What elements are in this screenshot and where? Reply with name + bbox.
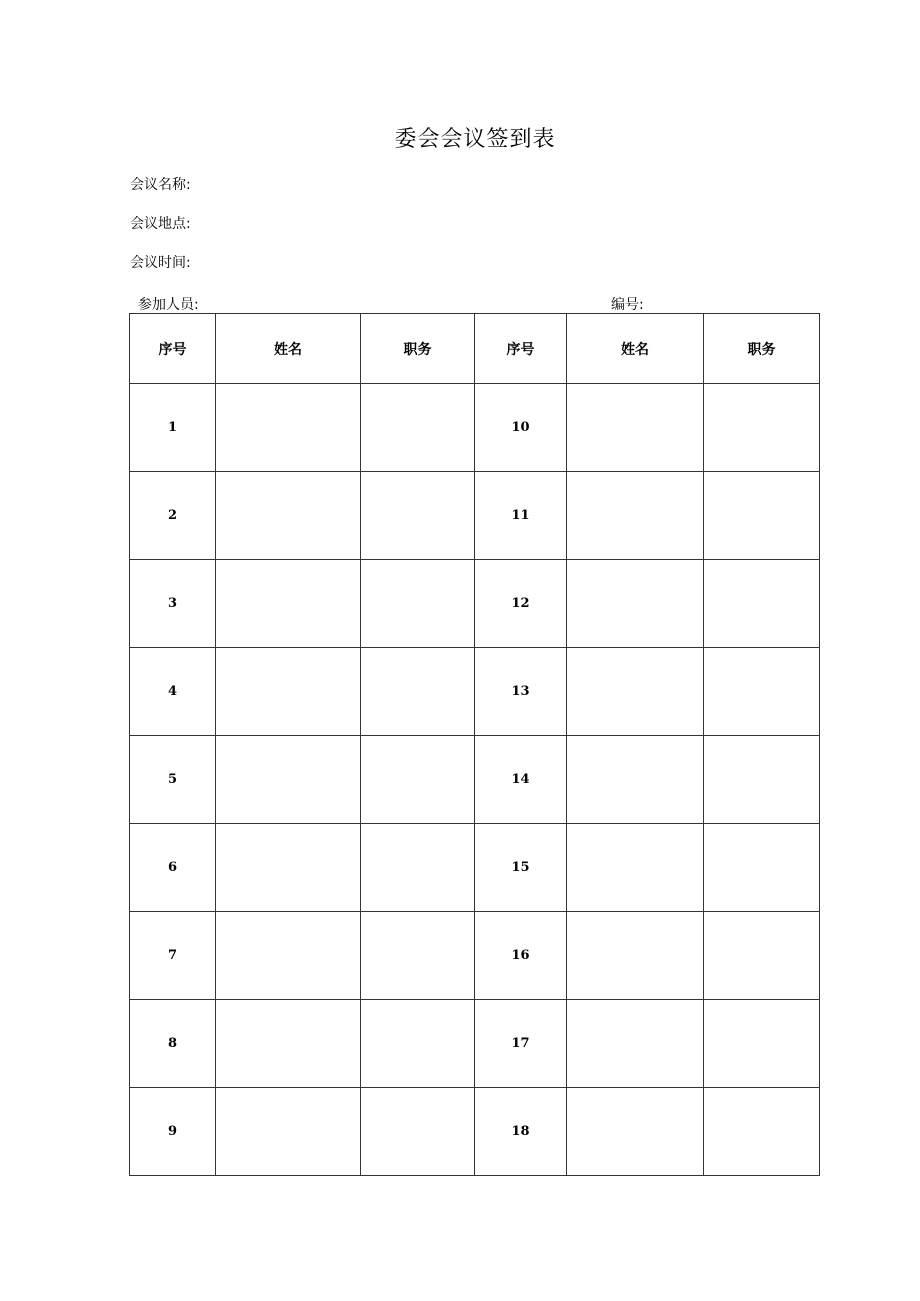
header-name-right: 姓名 [567,314,704,384]
name-cell[interactable] [567,472,704,560]
header-position-left: 职务 [361,314,475,384]
seq-cell: 17 [475,1000,567,1088]
name-cell[interactable] [567,1000,704,1088]
position-cell[interactable] [361,1000,475,1088]
name-cell[interactable] [567,560,704,648]
seq-cell: 18 [475,1088,567,1176]
table-header-row [130,314,820,384]
seq-cell: 8 [130,1000,216,1088]
table-row [130,736,820,824]
position-cell[interactable] [361,736,475,824]
page-title: 委会会议签到表 [394,127,556,152]
seq-cell: 4 [130,648,216,736]
table-row [130,1000,820,1088]
header-name-left: 姓名 [216,314,361,384]
seq-cell: 7 [130,912,216,1000]
table-row [130,384,820,472]
position-cell[interactable] [704,1088,820,1176]
table-row [130,472,820,560]
number-label: 编号: [611,297,644,313]
position-cell[interactable] [704,736,820,824]
header-seq-left: 序号 [130,314,216,384]
seq-cell: 11 [475,472,567,560]
position-cell[interactable] [704,384,820,472]
name-cell[interactable] [216,560,361,648]
name-cell[interactable] [216,824,361,912]
name-cell[interactable] [216,1000,361,1088]
position-cell[interactable] [361,912,475,1000]
header-seq-right: 序号 [475,314,567,384]
seq-cell: 6 [130,824,216,912]
position-cell[interactable] [704,912,820,1000]
position-cell[interactable] [704,824,820,912]
meeting-time-label: 会议时间: [130,255,191,271]
table-row [130,912,820,1000]
seq-cell: 16 [475,912,567,1000]
seq-cell: 13 [475,648,567,736]
name-cell[interactable] [567,824,704,912]
position-cell[interactable] [361,472,475,560]
seq-cell: 1 [130,384,216,472]
name-cell[interactable] [567,384,704,472]
name-cell[interactable] [216,912,361,1000]
seq-cell: 5 [130,736,216,824]
name-cell[interactable] [567,648,704,736]
attendees-label: 参加人员: [138,297,199,313]
name-cell[interactable] [567,912,704,1000]
table-row [130,824,820,912]
seq-cell: 2 [130,472,216,560]
seq-cell: 15 [475,824,567,912]
name-cell[interactable] [567,736,704,824]
table-row [130,648,820,736]
name-cell[interactable] [216,736,361,824]
sign-in-table [129,313,820,1176]
position-cell[interactable] [704,1000,820,1088]
name-cell[interactable] [567,1088,704,1176]
header-position-right: 职务 [704,314,820,384]
meeting-location-label: 会议地点: [130,216,191,232]
seq-cell: 9 [130,1088,216,1176]
position-cell[interactable] [704,472,820,560]
seq-cell: 12 [475,560,567,648]
position-cell[interactable] [361,648,475,736]
position-cell[interactable] [361,1088,475,1176]
table-row [130,1088,820,1176]
seq-cell: 3 [130,560,216,648]
name-cell[interactable] [216,1088,361,1176]
table-row [130,560,820,648]
name-cell[interactable] [216,648,361,736]
position-cell[interactable] [361,384,475,472]
position-cell[interactable] [704,560,820,648]
seq-cell: 14 [475,736,567,824]
name-cell[interactable] [216,472,361,560]
position-cell[interactable] [361,824,475,912]
name-cell[interactable] [216,384,361,472]
position-cell[interactable] [361,560,475,648]
meeting-name-label: 会议名称: [130,177,191,193]
seq-cell: 10 [475,384,567,472]
position-cell[interactable] [704,648,820,736]
